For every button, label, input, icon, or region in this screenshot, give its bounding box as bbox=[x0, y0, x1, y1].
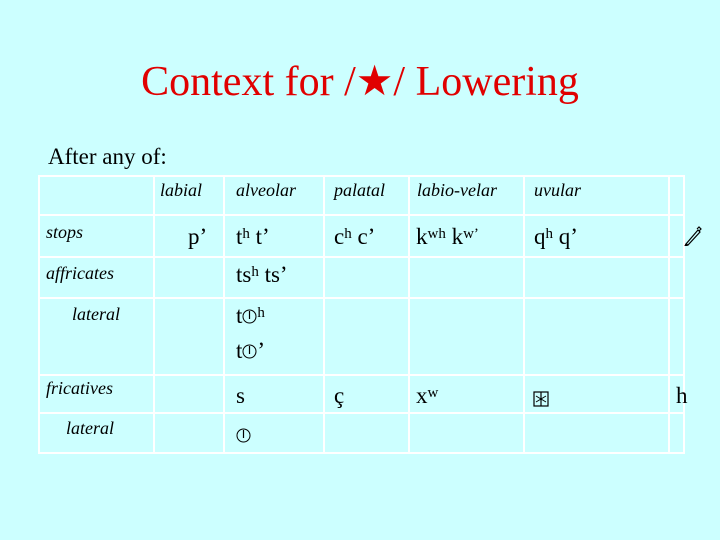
uvular-fricative-glyph-icon bbox=[533, 387, 549, 413]
glottal-stop-glyph-icon bbox=[684, 226, 702, 252]
column-header-palatal: palatal bbox=[334, 180, 386, 200]
column-header-uvular: uvular bbox=[534, 180, 581, 200]
palatal-stops: $c^h$ c’ bbox=[334, 224, 376, 249]
column-header-alveolar: alveolar bbox=[236, 180, 296, 200]
subtitle: After any of: bbox=[48, 144, 167, 169]
lateral-fricative-glyph-icon bbox=[242, 343, 257, 360]
palatal-fricative: ç bbox=[334, 383, 345, 408]
row-label-lateral-fricatives: lateral bbox=[66, 418, 114, 438]
slide-title: Context for /★/ Lowering bbox=[141, 59, 579, 105]
row-label-fricatives: fricatives bbox=[46, 378, 113, 398]
row-label-stops: stops bbox=[46, 222, 84, 242]
alveolar-affricates: $ts^h$ ts’ bbox=[236, 262, 288, 287]
table-divider bbox=[38, 297, 685, 299]
uvular-stops: $q^h$ q’ bbox=[534, 224, 578, 249]
column-header-labial: labial bbox=[160, 180, 203, 200]
glottal-fricative: h bbox=[676, 383, 688, 408]
row-label-affricates: affricates bbox=[46, 263, 114, 283]
lateral-fricative-glyph-icon bbox=[242, 308, 257, 325]
column-header-labio-velar: labio-velar bbox=[417, 180, 497, 200]
row-label-lateral-affricates: lateral bbox=[72, 304, 120, 324]
table-divider bbox=[38, 256, 685, 258]
alveolar-fricative: s bbox=[236, 383, 245, 408]
alveolar-stops: $t^h$ t’ bbox=[236, 224, 270, 249]
lateral-fricative-glyph-icon bbox=[236, 427, 251, 444]
lateral-affricate-ejective: t ’ bbox=[236, 338, 266, 363]
lateral-fricative bbox=[236, 422, 251, 448]
table-divider bbox=[38, 374, 685, 376]
labio-velar-stops: $k^{wh}$ $k^{w’}$ bbox=[416, 224, 479, 249]
table-divider bbox=[38, 412, 685, 414]
lateral-affricate-aspirated: t $^h$ bbox=[236, 303, 265, 328]
labial-stop: p’ bbox=[188, 224, 208, 249]
labio-velar-fricative: $x^w$ bbox=[416, 383, 439, 408]
table-divider bbox=[38, 214, 685, 216]
